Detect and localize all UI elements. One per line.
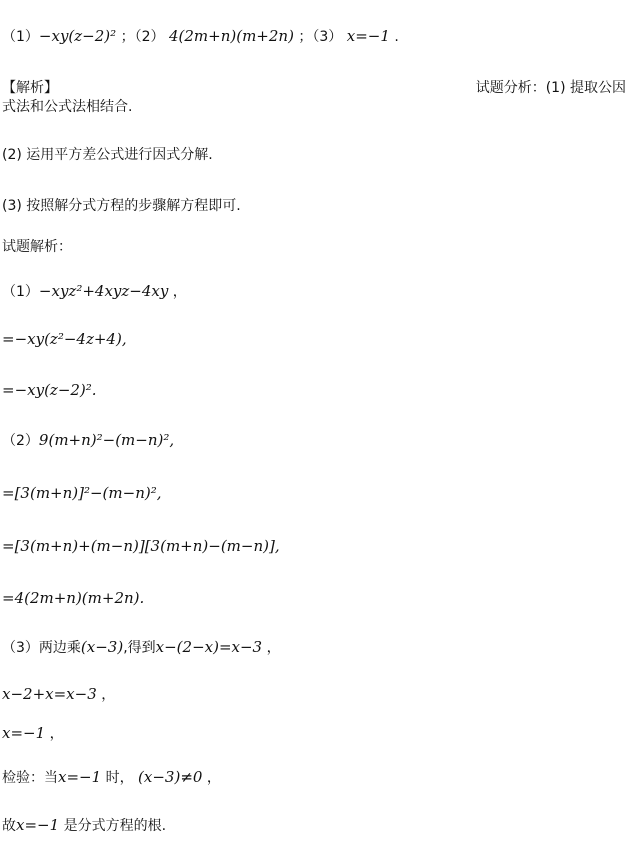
solution-part-1-step-1: =−xy(z²−4z+4), [2,330,127,348]
solution-part-2 [2,430,174,451]
solution-part-2-step-2: =[3(m+n)+(m−n)][3(m+n)−(m−n)], [2,537,280,555]
part-label: （3）两边乘 [2,640,81,656]
equation: x=−1 [2,724,46,742]
equation: x−2+x=x−3 [2,685,97,703]
part1-answer: −xy(z−2)² [38,27,117,45]
analysis-heading: 【解析】 [2,80,58,96]
punctuation: ， [172,284,187,300]
analysis-intro-continued: 式法和公式法相结合. [2,99,133,115]
part3-answer: x=−1 [346,27,390,45]
solution-part-2-step-3: =4(2m+n)(m+2n). [2,589,145,607]
solution-part-2-step-1: =[3(m+n)]²−(m−n)², [2,484,162,502]
check-label: 检验：当 [2,770,58,786]
solution-part-3-step-2 [2,723,64,744]
punctuation: ， [266,640,281,656]
solution-part-1-step-2: =−xy(z−2)². [2,381,97,399]
punctuation: ， [49,726,64,742]
period: . [394,29,399,45]
conclusion-value: x=−1 [16,816,60,834]
solution-heading: 试题解析： [2,239,72,255]
conclusion-prefix: 故 [2,818,16,834]
punctuation: ， [206,770,221,786]
check-expression: (x−3)≠0 [138,768,203,786]
analysis-intro: 试题分析：(1) 提取公因 [475,80,626,96]
solution-part-3 [2,637,281,658]
part2-answer: 4(2m+n)(m+2n) [168,27,294,45]
equation: x−(2−x)=x−3 [155,638,263,656]
punctuation: ， [101,687,116,703]
check-value: x=−1 [58,768,102,786]
part-label: （2） [2,433,39,449]
part1-label: （1） [2,29,39,45]
expression: 9(m+n)²−(m−n)², [38,431,175,449]
conclusion [2,815,166,836]
connector-text: ,得到 [123,640,156,656]
check-line [2,767,221,788]
separator: ；（2） [120,29,165,45]
answer-line [2,26,399,47]
conclusion-suffix: 是分式方程的根. [63,818,167,834]
solution-part-3-step-1 [2,684,115,705]
expression: −xyz²+4xyz−4xy [38,282,169,300]
solution-part-1 [2,281,187,302]
analysis-point-3: (3) 按照解分式方程的步骤解方程即可. [2,198,241,214]
multiplier: (x−3) [80,638,124,656]
check-mid: 时， [105,770,134,786]
separator: ；（3） [298,29,343,45]
analysis-point-2: (2) 运用平方差公式进行因式分解. [2,147,213,163]
part-label: （1） [2,284,39,300]
